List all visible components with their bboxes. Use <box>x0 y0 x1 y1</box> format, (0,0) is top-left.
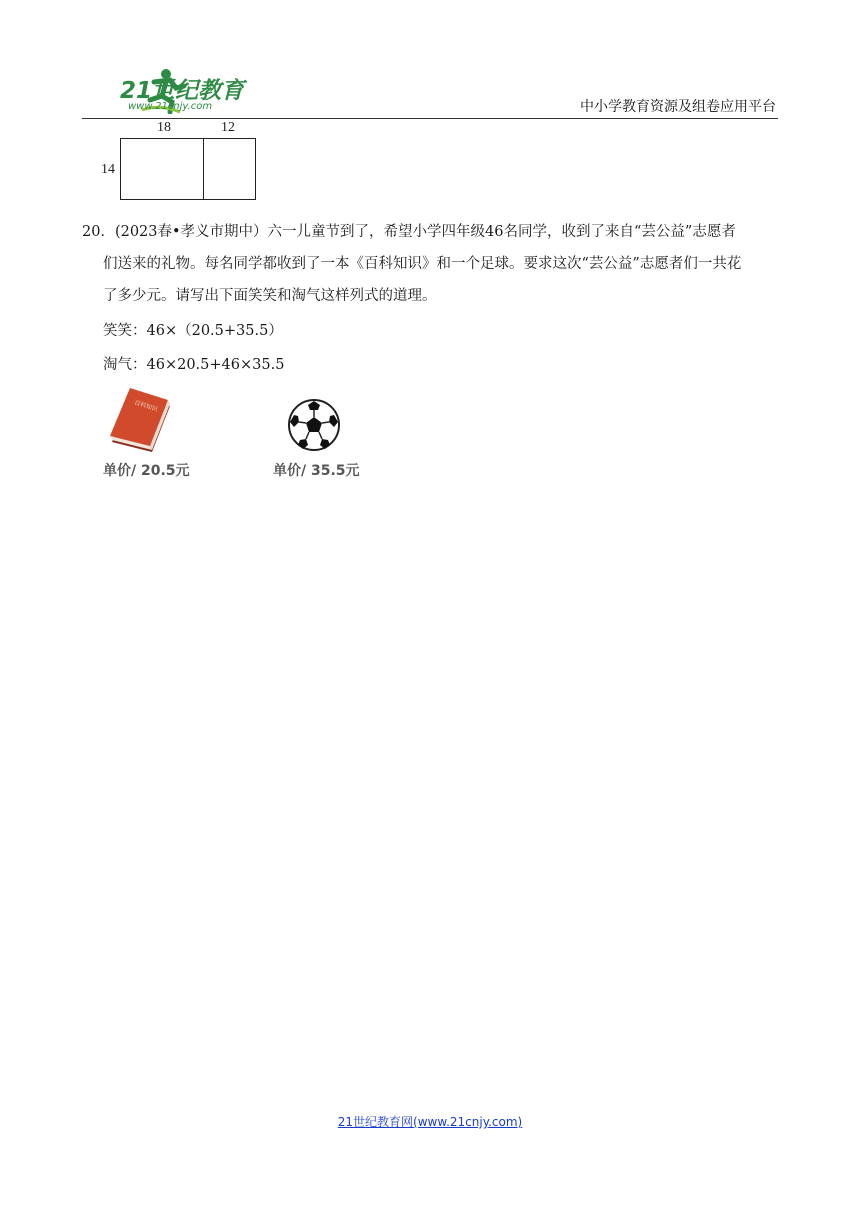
platform-title: 中小学教育资源及组卷应用平台 <box>580 99 776 115</box>
rectangle-diagram <box>120 138 256 200</box>
logo-text: 21世纪教育 <box>120 78 245 104</box>
dimension-14: 14 <box>101 162 115 177</box>
question-line-3: 了多少元。请写出下面笑笑和淘气这样列式的道理。 <box>103 288 437 304</box>
rectangle-divider <box>203 139 204 199</box>
logo-subtext: www.21cnjy.com <box>128 101 213 112</box>
book-cover-title: 百科知识 <box>133 399 159 414</box>
formula-xiaoxiao: 笑笑：46×（20.5+35.5） <box>103 323 283 339</box>
dimension-12: 12 <box>221 120 235 135</box>
book-price-label: 单价/ 20.5元 <box>103 463 190 479</box>
dimension-18: 18 <box>157 120 171 135</box>
book-icon <box>104 384 176 456</box>
question-line-2: 们送来的礼物。每名同学都收到了一本《百科知识》和一个足球。要求这次“芸公益”志愿者们一共花 <box>103 256 742 272</box>
footer <box>0 1113 860 1130</box>
ball-price-label: 单价/ 35.5元 <box>273 463 360 479</box>
question-line-1: 20．(2023春•孝义市期中）六一儿童节到了，希望小学四年级46名同学，收到了来自“芸公益”志愿者 <box>82 224 736 240</box>
soccer-ball-icon <box>287 398 341 452</box>
formula-taoqi: 淘气：46×20.5+46×35.5 <box>103 357 285 373</box>
footer-link[interactable]: 21世纪教育网(www.21cnjy.com) <box>337 1115 523 1129</box>
question-20 <box>82 216 782 312</box>
header-divider <box>82 118 778 119</box>
